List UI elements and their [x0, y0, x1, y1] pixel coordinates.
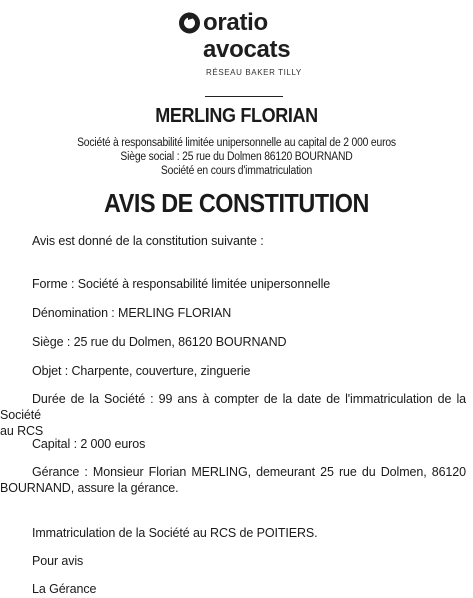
- oratio-logo-icon: [179, 12, 200, 34]
- notice-duree: [0, 391, 466, 439]
- company-headquarters: Siège social : 25 rue du Dolmen 86120 BOURNAND: [120, 151, 353, 163]
- notice-capital: Capital : 2 000 euros: [32, 437, 146, 451]
- notice-immatriculation: Immatriculation de la Société au RCS de POITIERS.: [32, 526, 318, 540]
- header-divider: [205, 96, 283, 97]
- logo-network: RÉSEAU BAKER TILLY: [206, 68, 302, 77]
- notice-title: AVIS DE CONSTITUTION: [104, 188, 369, 218]
- notice-denomination: Dénomination : MERLING FLORIAN: [32, 306, 232, 320]
- notice-pour-avis: Pour avis: [32, 554, 84, 568]
- notice-duree-line2: au RCS: [0, 424, 44, 438]
- notice-gerance-line2: BOURNAND, assure la gérance.: [0, 481, 179, 495]
- company-legal-form: Société à responsabilité limitée unipersonnelle au capital de 2 000 euros: [77, 137, 396, 149]
- notice-gerance-line1: Gérance : Monsieur Florian MERLING, demeurant 25 rue du Dolmen, 86120: [32, 465, 466, 479]
- notice-forme: Forme : Société à responsabilité limitée unipersonnelle: [32, 277, 331, 291]
- company-name: MERLING FLORIAN: [155, 105, 318, 127]
- company-registration-status: Société en cours d'immatriculation: [160, 165, 313, 177]
- logo-wordmark-line1: oratio: [203, 9, 268, 36]
- logo-wordmark-line2: avocats: [203, 36, 291, 63]
- notice-gerance: [0, 464, 466, 496]
- firm-logo: [0, 10, 473, 82]
- notice-duree-line1: Durée de la Société : 99 ans à compter de la date de l'immatriculation de la Société: [0, 392, 466, 422]
- notice-intro: Avis est donné de la constitution suivante :: [32, 234, 264, 248]
- notice-objet: Objet : Charpente, couverture, zinguerie: [32, 364, 251, 378]
- notice-siege: Siège : 25 rue du Dolmen, 86120 BOURNAND: [32, 335, 287, 349]
- notice-signature: La Gérance: [32, 582, 97, 596]
